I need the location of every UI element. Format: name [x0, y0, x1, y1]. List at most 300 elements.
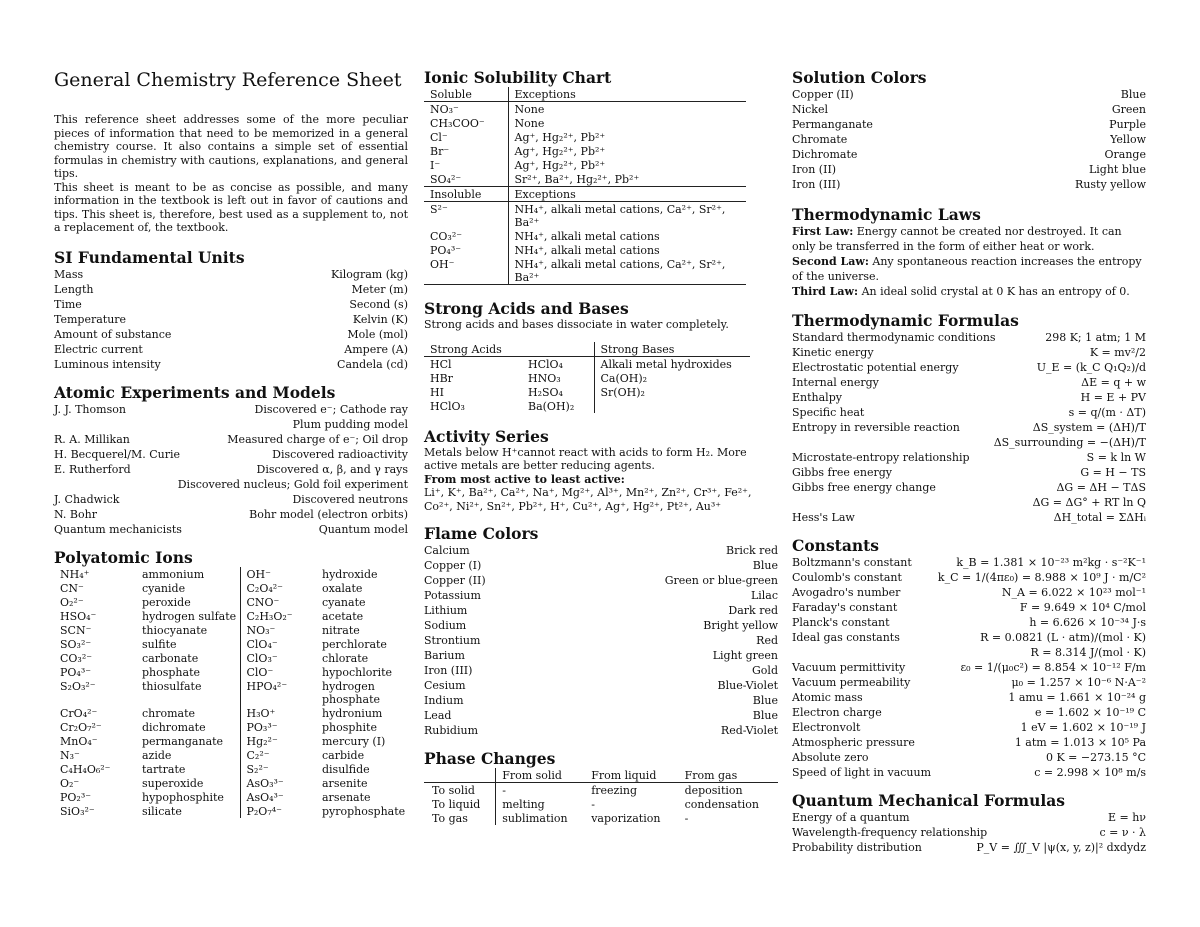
constant-row — [792, 555, 1146, 570]
strong-base — [594, 399, 750, 413]
atomic-row — [54, 402, 408, 417]
polyatomic-row — [54, 651, 420, 665]
constant-row — [792, 735, 1146, 750]
thermo-formula-row-name: Standard thermodynamic conditions — [792, 331, 996, 344]
quantum-formula-row — [792, 810, 1146, 825]
thermo-formula-row-value: ΔE = q + w — [1081, 376, 1146, 389]
ion-formula: HPO₄²⁻ — [240, 679, 316, 706]
strong-acid: H₂SO₄ — [528, 385, 563, 399]
atomic-row-name: E. Rutherford — [54, 462, 131, 476]
polyatomic-row — [54, 776, 420, 790]
ion-formula: CNO⁻ — [240, 595, 316, 609]
solubility-exceptions: Ag⁺, Hg₂²⁺, Pb²⁺ — [508, 144, 746, 158]
thermo-formula-row-name: Electrostatic potential energy — [792, 361, 959, 374]
constant-row-name: Boltzmann's constant — [792, 556, 912, 569]
flame-row-name: Copper (I) — [424, 559, 482, 572]
polyatomic-table — [54, 567, 420, 818]
ion-formula: HSO₄⁻ — [60, 609, 97, 623]
ion-formula: MnO₄⁻ — [60, 734, 98, 748]
thermo-formula-row-value: ΔH_total = ΣΔHᵢ — [1053, 511, 1146, 524]
constant-row-name: Planck's constant — [792, 616, 890, 629]
constant-row — [792, 615, 1146, 630]
ion-formula: NH₄⁺ — [60, 567, 90, 581]
phase-cell: sublimation — [496, 811, 586, 825]
solubility-ion: I⁻ — [430, 159, 441, 172]
solubility-exceptions: None — [508, 102, 746, 117]
constant-row-name: Electronvolt — [792, 721, 861, 734]
flame-row-value: Blue — [752, 559, 778, 572]
solubility-row — [424, 158, 746, 172]
constant-row-value: e = 1.602 × 10⁻¹⁹ C — [1035, 706, 1146, 719]
constant-row — [792, 660, 1146, 675]
solution-color-row — [792, 162, 1146, 177]
constant-row-value: k_C = 1/(4πε₀) = 8.988 × 10⁹ J · m/C² — [937, 571, 1146, 584]
activity-order-label — [424, 473, 778, 487]
phase-cell: - — [684, 812, 689, 825]
phase-cell: - — [496, 783, 586, 798]
thermo-formula-row — [792, 390, 1146, 405]
acids-bases-header-row — [424, 342, 750, 357]
phase-row-label: To solid — [432, 784, 475, 797]
polyatomic-row — [54, 748, 420, 762]
flame-row — [424, 663, 778, 678]
phase-header-cell: From solid — [496, 768, 586, 783]
polyatomic-row — [54, 567, 420, 581]
quantum-formula-row-name: Energy of a quantum — [792, 811, 910, 824]
thermo-formulas-heading: Thermodynamic Formulas — [792, 311, 1019, 330]
flame-row-name: Lithium — [424, 604, 468, 617]
constant-row-value: R = 0.0821 (L · atm)/(mol · K) — [980, 631, 1146, 644]
constants-heading: Constants — [792, 536, 880, 555]
quantum-formula-row — [792, 840, 1146, 855]
si-unit-row-value: Ampere (A) — [344, 342, 408, 356]
ion-formula: C₂²⁻ — [240, 748, 316, 762]
solubility-header-cell: Insoluble — [424, 187, 508, 202]
atomic-row-name: H. Becquerel/M. Curie — [54, 447, 181, 461]
polyatomic-row — [54, 679, 420, 706]
column-middle — [424, 68, 778, 825]
ion-name: tartrate — [142, 762, 186, 776]
solution-color-row — [792, 132, 1146, 147]
solubility-row — [424, 116, 746, 130]
phase-cell: melting — [496, 797, 586, 811]
ion-name: nitrate — [322, 623, 360, 637]
flame-list — [424, 543, 778, 738]
solubility-exceptions: None — [508, 116, 746, 130]
flame-row — [424, 603, 778, 618]
activity-order: Li⁺, K⁺, Ba²⁺, Ca²⁺, Na⁺, Mg²⁺, Al³⁺, Mn²⁺, Zn²⁺, Cr³⁺, Fe²⁺, Co²⁺, Ni²⁺, Sn²⁺, Pb²⁺, H⁺, Cu²⁺, Ag⁺, Hg²⁺, Pt²⁺, Au³⁺ — [424, 486, 752, 513]
thermo-formula-row-value: 298 K; 1 atm; 1 M — [1045, 331, 1146, 344]
strong-base: Ca(OH)₂ — [594, 371, 750, 385]
solubility-row — [424, 172, 746, 187]
si-unit-row — [54, 282, 408, 297]
solubility-exceptions: NH₄⁺, alkali metal cations, Ca²⁺, Sr²⁺, Ba²⁺ — [508, 257, 746, 285]
ion-name: arsenate — [322, 790, 371, 804]
phase-cell: freezing — [591, 784, 637, 797]
thermo-law-text: Any spontaneous reaction increases the entropy of the universe. — [792, 255, 1142, 283]
intro — [54, 113, 408, 235]
si-unit-row — [54, 357, 408, 372]
ion-formula: O₂²⁻ — [60, 595, 84, 609]
ion-name: ammonium — [142, 567, 205, 581]
si-unit-row-name: Length — [54, 282, 94, 296]
constant-row — [792, 630, 1146, 645]
constant-row-value: N_A = 6.022 × 10²³ mol⁻¹ — [1001, 586, 1146, 599]
solubility-row — [424, 257, 746, 285]
atomic-row-name: N. Bohr — [54, 507, 97, 521]
thermo-formula-row — [792, 480, 1146, 495]
phase-cell: vaporization — [591, 812, 661, 825]
solution-color-row — [792, 147, 1146, 162]
thermo-laws-list — [792, 224, 1146, 299]
flame-row-value: Green or blue-green — [664, 574, 778, 587]
constant-row-name: Vacuum permeability — [792, 676, 911, 689]
si-unit-row — [54, 297, 408, 312]
strong-base: Sr(OH)₂ — [594, 385, 750, 399]
atomic-heading: Atomic Experiments and Models — [54, 382, 336, 402]
thermo-law — [792, 254, 1146, 284]
strong-base: Alkali metal hydroxides — [594, 356, 750, 371]
ion-formula: OH⁻ — [240, 567, 316, 581]
ion-formula: SCN⁻ — [60, 623, 92, 637]
flame-row — [424, 573, 778, 588]
thermo-formulas-list — [792, 330, 1146, 525]
strong-acid: HClO₄ — [528, 357, 563, 371]
ion-formula: S₂O₃²⁻ — [60, 679, 96, 693]
polyatomic-row — [54, 720, 420, 734]
phase-table — [424, 768, 778, 825]
phase-row-label: To gas — [432, 812, 468, 825]
atomic-row — [54, 432, 408, 447]
solubility-row — [424, 243, 746, 257]
constant-row — [792, 750, 1146, 765]
si-unit-row — [54, 267, 408, 282]
phase-header-cell — [424, 768, 496, 783]
ion-formula: CO₃²⁻ — [60, 651, 93, 665]
flame-row-name: Indium — [424, 694, 464, 707]
atomic-row-name: Quantum mechanicists — [54, 522, 182, 536]
polyatomic-heading: Polyatomic Ions — [54, 547, 193, 567]
solubility-ion: Br⁻ — [430, 145, 450, 158]
constant-row-extra: R = 8.314 J/(mol · K) — [1030, 646, 1146, 659]
quantum-list — [792, 810, 1146, 855]
constant-row — [792, 570, 1146, 585]
solution-color-row — [792, 87, 1146, 102]
flame-row-name: Cesium — [424, 679, 466, 692]
quantum-formula-row-value: c = ν · λ — [1099, 826, 1146, 839]
solubility-ion: SO₄²⁻ — [424, 172, 508, 187]
ion-name: superoxide — [142, 776, 204, 790]
solution-color-row-value: Orange — [1104, 148, 1146, 161]
ion-formula: H₃O⁺ — [240, 706, 316, 720]
flame-row-name: Potassium — [424, 589, 481, 602]
ion-formula: Cr₂O₇²⁻ — [60, 720, 102, 734]
intro-paragraph: This reference sheet addresses some of the more peculiar pieces of information that need to be memorized in a general chemistry course. It also contains a simple set of essential formulas in chemistry with cautions, explanations, and general tips. — [54, 113, 408, 180]
thermo-formula-row — [792, 465, 1146, 480]
solubility-exceptions: Ag⁺, Hg₂²⁺, Pb²⁺ — [508, 130, 746, 144]
acids-bases-heading: Strong Acids and Bases — [424, 299, 629, 318]
constant-row-value: μ₀ = 1.257 × 10⁻⁶ N·A⁻² — [1011, 676, 1146, 689]
solubility-row — [424, 144, 746, 158]
flame-row-value: Bright yellow — [703, 619, 778, 632]
ion-formula: SO₃²⁻ — [60, 637, 92, 651]
si-unit-row-value: Kelvin (K) — [352, 312, 408, 326]
solubility-ion: CH₃COO⁻ — [430, 117, 485, 130]
atomic-row-value: Discovered radioactivity — [272, 447, 408, 461]
phase-cell: condensation — [684, 798, 759, 811]
constant-row-name: Atomic mass — [792, 691, 863, 704]
atomic-row-value: Quantum model — [318, 522, 408, 536]
ion-formula: S₂²⁻ — [240, 762, 316, 776]
ion-name: disulfide — [322, 762, 370, 776]
flame-row-value: Red — [756, 634, 778, 647]
ion-name: peroxide — [142, 595, 191, 609]
constant-row-value: 1 amu = 1.661 × 10⁻²⁴ g — [1008, 691, 1146, 704]
si-unit-row-value: Kilogram (kg) — [331, 267, 408, 281]
solubility-exceptions: NH₄⁺, alkali metal cations, Ca²⁺, Sr²⁺, Ba²⁺ — [508, 202, 746, 230]
quantum-formula-row-value: P_V = ∭_V |ψ(x, y, z)|² dxdydz — [976, 841, 1146, 854]
thermo-formula-row-extra: ΔS_surrounding = −(ΔH)/T — [993, 436, 1146, 449]
solubility-ion: PO₄³⁻ — [430, 244, 462, 257]
si-unit-row — [54, 342, 408, 357]
solubility-ion: Cl⁻ — [430, 131, 448, 144]
atomic-row — [54, 447, 408, 462]
flame-row — [424, 618, 778, 633]
constant-row-value: 1 eV = 1.602 × 10⁻¹⁹ J — [1020, 721, 1146, 734]
acids-bases-row — [424, 356, 750, 371]
column-left — [54, 68, 408, 818]
ion-name: hydroxide — [322, 567, 378, 581]
atomic-list — [54, 402, 408, 537]
ion-name: cyanate — [322, 595, 366, 609]
flame-row-name: Iron (III) — [424, 664, 473, 677]
si-unit-row-name: Mass — [54, 267, 84, 281]
solution-color-row-name: Nickel — [792, 103, 828, 116]
thermo-formula-row-name: Kinetic energy — [792, 346, 874, 359]
constant-row-name: Coulomb's constant — [792, 571, 902, 584]
thermo-formula-row-value: G = H − TS — [1080, 466, 1146, 479]
quantum-formula-row-name: Wavelength-frequency relationship — [792, 826, 988, 839]
atomic-row — [54, 462, 408, 477]
ion-name: hypochlorite — [322, 665, 393, 679]
solution-color-row-value: Light blue — [1088, 163, 1146, 176]
si-units-list — [54, 267, 408, 372]
constant-row — [792, 765, 1146, 780]
ion-formula: ClO⁻ — [240, 665, 316, 679]
constant-row-name: Ideal gas constants — [792, 631, 900, 644]
flame-row-name: Rubidium — [424, 724, 479, 737]
si-unit-row-name: Electric current — [54, 342, 143, 356]
thermo-law — [792, 284, 1146, 299]
constant-row — [792, 675, 1146, 690]
strong-acid: Ba(OH)₂ — [528, 399, 575, 413]
flame-row — [424, 648, 778, 663]
acids-bases-row — [424, 371, 750, 385]
thermo-law-label: First Law: — [792, 225, 854, 238]
thermo-formula-row-name: Hess's Law — [792, 511, 855, 524]
atomic-row — [54, 522, 408, 537]
flame-row — [424, 633, 778, 648]
polyatomic-row — [54, 790, 420, 804]
solution-color-row-name: Chromate — [792, 133, 848, 146]
atomic-row-value: Measured charge of e⁻; Oil drop — [227, 432, 408, 446]
phase-row — [424, 783, 778, 798]
si-unit-row-value: Candela (cd) — [337, 357, 408, 371]
thermo-formula-row — [792, 360, 1146, 375]
thermo-law-label: Second Law: — [792, 255, 869, 268]
activity-order-label-text: From most active to least active: — [424, 472, 625, 486]
phase-row-label: To liquid — [432, 798, 481, 811]
si-unit-row — [54, 327, 408, 342]
solubility-header-cell: Exceptions — [508, 87, 746, 102]
polyatomic-row — [54, 804, 420, 818]
ion-name: cyanide — [142, 581, 186, 595]
flame-row — [424, 693, 778, 708]
thermo-formula-row-value: s = q/(m · ΔT) — [1068, 406, 1146, 419]
atomic-row-value: Discovered α, β, and γ rays — [256, 462, 408, 476]
ion-formula: CN⁻ — [60, 581, 84, 595]
atomic-row-extra: Plum pudding model — [292, 417, 408, 431]
solution-colors-list — [792, 87, 1146, 192]
ion-formula: C₂H₃O₂⁻ — [240, 609, 316, 623]
ion-formula: Hg₂²⁻ — [240, 734, 316, 748]
ion-name: perchlorate — [322, 637, 387, 651]
activity-note: Metals below H⁺cannot react with acids to form H₂. More active metals are better reducing agents. — [424, 445, 747, 472]
ion-name: dichromate — [142, 720, 206, 734]
polyatomic-row — [54, 734, 420, 748]
thermo-formula-row-value: ΔG = ΔH − TΔS — [1056, 481, 1146, 494]
ion-name: sulfite — [142, 637, 177, 651]
polyatomic-row — [54, 581, 420, 595]
ion-name: hypophosphite — [142, 790, 224, 804]
flame-row-value: Red-Violet — [720, 724, 778, 737]
thermo-formula-row — [792, 330, 1146, 345]
ion-formula: N₃⁻ — [60, 748, 80, 762]
ion-name: phosphate — [142, 665, 201, 679]
ion-name: mercury (I) — [322, 734, 386, 748]
ion-formula: AsO₄³⁻ — [240, 790, 316, 804]
solubility-row — [424, 202, 746, 230]
polyatomic-row — [54, 595, 420, 609]
strong-acid: HBr — [430, 371, 453, 385]
thermo-formula-row — [792, 510, 1146, 525]
constant-row-name: Electron charge — [792, 706, 882, 719]
column-right — [792, 68, 1146, 855]
flame-row — [424, 543, 778, 558]
solubility-ion: CO₃²⁻ — [430, 230, 463, 243]
quantum-heading: Quantum Mechanical Formulas — [792, 791, 1065, 810]
acids-bases-table — [424, 342, 750, 413]
atomic-row-name: J. J. Thomson — [54, 402, 126, 416]
ion-formula: PO₃³⁻ — [240, 720, 316, 734]
solubility-exceptions: NH₄⁺, alkali metal cations — [508, 243, 746, 257]
thermo-formula-row-value: U_E = (k_C Q₁Q₂)/d — [1036, 361, 1146, 374]
flame-row-value: Brick red — [726, 544, 778, 557]
ion-name: hydrogen phosphate — [322, 679, 381, 706]
solubility-row — [424, 102, 746, 117]
si-unit-row-value: Second (s) — [349, 297, 408, 311]
ion-formula: C₄H₄O₆²⁻ — [60, 762, 111, 776]
polyatomic-row — [54, 665, 420, 679]
ion-formula: AsO₃³⁻ — [240, 776, 316, 790]
phase-heading: Phase Changes — [424, 749, 556, 768]
thermo-law-text: Energy cannot be created nor destroyed. It can only be transferred in the form of either heat or work. — [792, 225, 1122, 253]
constant-row-name: Speed of light in vacuum — [792, 766, 932, 779]
atomic-row-value: Bohr model (electron orbits) — [249, 507, 408, 521]
ion-name: pyrophosphate — [322, 804, 406, 818]
ion-formula: NO₃⁻ — [240, 623, 316, 637]
flame-row — [424, 558, 778, 573]
ion-formula: PO₂³⁻ — [60, 790, 92, 804]
activity-heading: Activity Series — [424, 426, 549, 446]
solution-color-row-value: Purple — [1109, 118, 1146, 131]
ion-name: silicate — [142, 804, 182, 818]
ion-name: arsenite — [322, 776, 368, 790]
polyatomic-row — [54, 609, 420, 623]
thermo-formula-row — [792, 345, 1146, 360]
thermo-formula-row-name: Entropy in reversible reaction — [792, 421, 960, 434]
flame-heading: Flame Colors — [424, 524, 539, 543]
solubility-header-row — [424, 87, 746, 102]
thermo-formula-row-name: Enthalpy — [792, 391, 842, 404]
ion-formula: SiO₃²⁻ — [60, 804, 95, 818]
solution-color-row-name: Dichromate — [792, 148, 858, 161]
solubility-heading: Ionic Solubility Chart — [424, 68, 612, 87]
solution-colors-heading: Solution Colors — [792, 68, 927, 87]
ion-formula: ClO₄⁻ — [240, 637, 316, 651]
polyatomic-row — [54, 762, 420, 776]
ion-name: carbide — [322, 748, 365, 762]
solubility-header-cell: Exceptions — [508, 187, 746, 202]
strong-acid: HCl — [430, 357, 452, 371]
solubility-ion: S²⁻ — [430, 203, 448, 216]
si-unit-row-name: Amount of substance — [54, 327, 172, 341]
flame-row-value: Blue — [752, 694, 778, 707]
constant-row-value: ε₀ = 1/(μ₀c²) = 8.854 × 10⁻¹² F/m — [960, 661, 1146, 674]
ion-name: oxalate — [322, 581, 363, 595]
ion-formula: C₂O₄²⁻ — [240, 581, 316, 595]
atomic-row — [54, 507, 408, 522]
flame-row-name: Copper (II) — [424, 574, 486, 587]
thermo-formula-row-extra: ΔG = ΔG° + RT ln Q — [1032, 496, 1146, 509]
thermo-formula-row-name: Internal energy — [792, 376, 879, 389]
thermo-laws-heading: Thermodynamic Laws — [792, 205, 981, 224]
flame-row-name: Lead — [424, 709, 452, 722]
constant-row-value: 1 atm = 1.013 × 10⁵ Pa — [1014, 736, 1146, 749]
thermo-law-text: An ideal solid crystal at 0 K has an entropy of 0. — [861, 285, 1130, 298]
constant-row-value: 0 K = −273.15 °C — [1045, 751, 1146, 764]
si-unit-row-name: Temperature — [54, 312, 127, 326]
solution-color-row-value: Green — [1111, 103, 1146, 116]
solubility-row — [424, 229, 746, 243]
ion-name: acetate — [322, 609, 364, 623]
flame-row — [424, 588, 778, 603]
solution-color-row — [792, 117, 1146, 132]
flame-row-value: Dark red — [728, 604, 778, 617]
solubility-exceptions: NH₄⁺, alkali metal cations — [508, 229, 746, 243]
flame-row-name: Barium — [424, 649, 465, 662]
phase-row — [424, 811, 778, 825]
constant-row-value: h = 6.626 × 10⁻³⁴ J·s — [1029, 616, 1146, 629]
si-unit-row-name: Luminous intensity — [54, 357, 161, 371]
acids-bases-note: Strong acids and bases dissociate in water completely. — [424, 318, 729, 331]
flame-row-name: Sodium — [424, 619, 467, 632]
atomic-row-value: Discovered e⁻; Cathode ray — [254, 402, 408, 416]
constant-row — [792, 600, 1146, 615]
solubility-row — [424, 130, 746, 144]
phase-header-cell: From gas — [679, 768, 778, 783]
constant-row — [792, 690, 1146, 705]
